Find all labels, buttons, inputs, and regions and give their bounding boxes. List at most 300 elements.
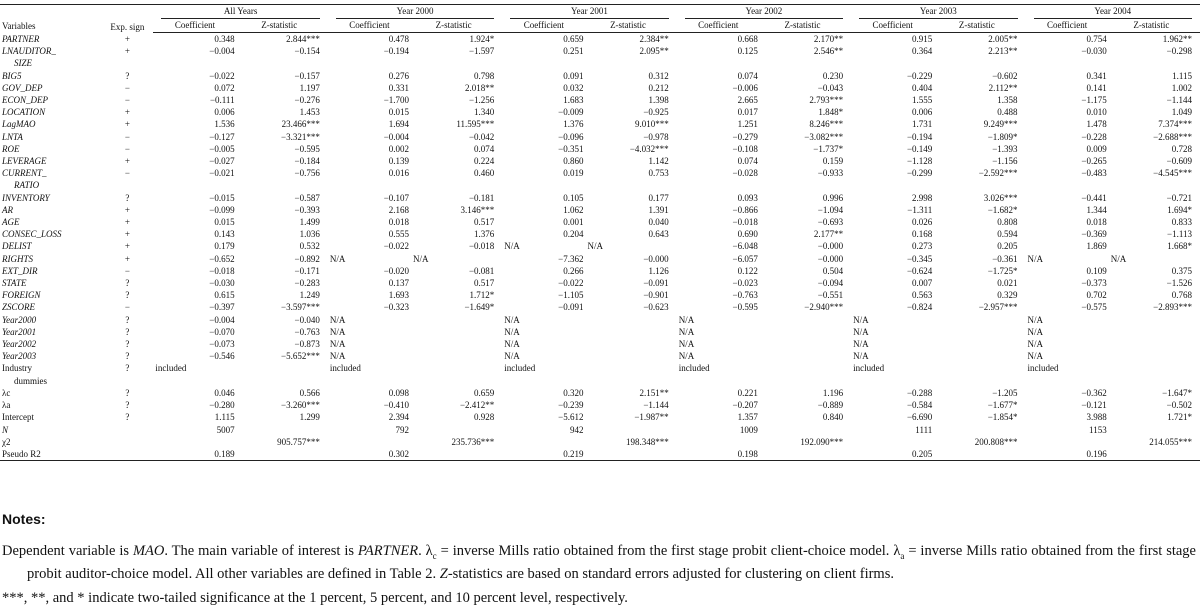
- z-statistic-cell: 1.376: [474, 229, 495, 240]
- row-variable: EXT_DIR: [2, 265, 38, 276]
- coefficient-cell: −0.280: [209, 400, 235, 411]
- coefficient-cell: included: [155, 363, 187, 374]
- z-statistic-cell: −0.081: [468, 265, 495, 276]
- coefficient-cell: 0.015: [214, 217, 235, 228]
- coefficient-cell: 3.988: [1086, 412, 1107, 423]
- table-row: [0, 216, 1200, 228]
- row-variable: PARTNER: [2, 33, 40, 44]
- header-coefficient: Coefficient: [153, 19, 236, 33]
- z-statistic-cell: −1.526: [1166, 278, 1192, 289]
- header-group: All Years: [153, 5, 327, 20]
- coefficient-cell: N/A: [678, 314, 695, 325]
- coefficient-cell: [851, 436, 934, 448]
- coefficient-cell: 0.754: [1086, 34, 1107, 44]
- table-row: [0, 228, 1200, 240]
- z-statistic-cell: 0.040: [648, 217, 669, 228]
- z-statistic-cell: [585, 375, 676, 387]
- coefficient-cell: −0.018: [209, 265, 235, 276]
- coefficient-cell: −0.022: [383, 241, 410, 252]
- row-variable: RATIO: [14, 180, 40, 191]
- coefficient-cell: −0.345: [906, 253, 933, 264]
- z-statistic-cell: 0.074: [474, 143, 495, 154]
- table-row: [0, 143, 1200, 155]
- z-statistic-cell: [934, 326, 1025, 338]
- header-z-statistic: Z-statistic: [585, 19, 676, 33]
- z-statistic-cell: 2.112**: [988, 82, 1018, 93]
- coefficient-cell: 0.276: [388, 70, 410, 81]
- coefficient-cell: included: [504, 363, 536, 374]
- z-statistic-cell: −0.042: [468, 131, 495, 142]
- z-statistic-cell: [760, 179, 851, 191]
- z-statistic-cell: 0.768: [1171, 290, 1192, 301]
- row-exp-sign: −: [124, 265, 130, 276]
- coefficient-cell: −5.612: [558, 412, 584, 423]
- coefficient-cell: [502, 375, 585, 387]
- coefficient-cell: N/A: [1027, 339, 1044, 350]
- header-exp-sign: Exp. sign: [101, 5, 153, 33]
- z-statistic-cell: −1.677*: [987, 400, 1018, 411]
- z-statistic-cell: −0.693: [817, 217, 844, 228]
- z-statistic-cell: 11.595***: [456, 119, 495, 130]
- z-statistic-cell: 192.090***: [800, 436, 844, 447]
- coefficient-cell: −0.207: [732, 400, 758, 411]
- coefficient-cell: 0.016: [388, 168, 410, 179]
- coefficient-cell: 0.478: [388, 34, 410, 44]
- z-statistic-cell: 8.246***: [809, 119, 844, 130]
- coefficient-cell: −0.652: [209, 253, 235, 264]
- coefficient-cell: −6.057: [732, 253, 758, 264]
- z-statistic-cell: 0.833: [1171, 217, 1192, 228]
- z-statistic-cell: −3.597***: [281, 302, 320, 313]
- z-statistic-cell: −1.597: [468, 46, 495, 57]
- coefficient-cell: −0.108: [732, 143, 758, 154]
- z-statistic-cell: −2.940***: [804, 302, 844, 313]
- coefficient-cell: [677, 57, 760, 69]
- coefficient-cell: 0.018: [1086, 217, 1107, 228]
- coefficient-cell: −0.866: [732, 204, 758, 215]
- z-statistic-cell: 9.249***: [983, 119, 1018, 130]
- row-exp-sign: −: [124, 82, 130, 93]
- table-row: [0, 204, 1200, 216]
- coefficient-cell: −0.624: [906, 265, 933, 276]
- z-statistic-cell: −0.901: [643, 290, 669, 301]
- z-statistic-cell: −1.393: [992, 143, 1018, 154]
- z-statistic-cell: −0.756: [294, 168, 320, 179]
- z-statistic-cell: 1.712*: [469, 290, 495, 301]
- coefficient-cell: 0.001: [563, 217, 584, 228]
- coefficient-cell: 0.690: [737, 229, 758, 240]
- coefficient-cell: N/A: [678, 339, 695, 350]
- coefficient-cell: 0.091: [563, 70, 584, 81]
- z-statistic-cell: 2.546**: [813, 46, 844, 57]
- coefficient-cell: 0.009: [1086, 143, 1107, 154]
- coefficient-cell: 1.115: [214, 412, 235, 423]
- table-row: [0, 131, 1200, 143]
- row-variable: AR: [2, 204, 13, 215]
- z-statistic-cell: −0.721: [1166, 192, 1192, 203]
- coefficient-cell: −0.015: [209, 192, 235, 203]
- z-statistic-cell: [934, 350, 1025, 362]
- coefficient-cell: 0.668: [737, 34, 758, 44]
- z-statistic-cell: 0.205: [997, 241, 1018, 252]
- table-row: [0, 301, 1200, 313]
- header-group: Year 2003: [851, 5, 1025, 20]
- z-statistic-cell: [934, 424, 1025, 436]
- row-variable: BIG5: [2, 70, 22, 81]
- coefficient-cell: −0.009: [558, 107, 584, 118]
- z-statistic-cell: [585, 362, 676, 374]
- coefficient-cell: 1.536: [214, 119, 235, 130]
- row-variable: Year2002: [2, 339, 37, 350]
- coefficient-cell: 0.179: [214, 241, 235, 252]
- coefficient-cell: 0.032: [563, 82, 584, 93]
- coefficient-cell: 1.344: [1086, 204, 1107, 215]
- coefficient-cell: 0.702: [1086, 290, 1107, 301]
- z-statistic-cell: 1.453: [299, 107, 320, 118]
- z-statistic-cell: −3.321***: [281, 131, 320, 142]
- row-variable: Year2001: [2, 326, 37, 337]
- z-statistic-cell: [237, 424, 328, 436]
- z-statistic-cell: [1109, 338, 1200, 350]
- z-statistic-cell: N/A: [587, 241, 603, 252]
- coefficient-cell: 942: [569, 424, 584, 435]
- z-statistic-cell: [585, 350, 676, 362]
- coefficient-cell: N/A: [1027, 351, 1044, 362]
- coefficient-cell: 0.204: [563, 229, 584, 240]
- row-exp-sign: −: [124, 143, 130, 154]
- coefficient-cell: 0.320: [563, 387, 584, 398]
- z-statistic-cell: 1.126: [648, 265, 669, 276]
- z-statistic-cell: 1.299: [299, 412, 320, 423]
- row-variable: Pseudo R2: [0, 448, 101, 461]
- row-variable: CURRENT_: [2, 168, 47, 179]
- coefficient-cell: −1.105: [558, 290, 584, 301]
- table-row: [0, 448, 1200, 461]
- coefficient-cell: −0.279: [732, 131, 758, 142]
- coefficient-cell: 0.046: [214, 387, 235, 398]
- z-statistic-cell: −1.647*: [1162, 387, 1192, 398]
- z-statistic-cell: [1109, 179, 1200, 191]
- coefficient-cell: N/A: [504, 314, 520, 325]
- table-row: [0, 289, 1200, 301]
- z-statistic-cell: 0.659: [474, 387, 495, 398]
- coefficient-cell: [328, 375, 411, 387]
- coefficient-cell: 0.348: [214, 34, 235, 44]
- coefficient-cell: included: [853, 363, 885, 374]
- z-statistic-cell: 0.728: [1171, 143, 1192, 154]
- row-variable: N: [2, 424, 9, 435]
- coefficient-cell: −0.023: [732, 278, 758, 289]
- z-statistic-cell: 0.566: [299, 387, 320, 398]
- coefficient-cell: 0.139: [388, 156, 410, 167]
- coefficient-cell: −0.021: [209, 168, 235, 179]
- coefficient-cell: [328, 179, 411, 191]
- coefficient-cell: [502, 57, 585, 69]
- regression-table: [0, 4, 1200, 461]
- coefficient-cell: −0.022: [209, 70, 235, 81]
- coefficient-cell: 2.665: [737, 95, 758, 106]
- z-statistic-cell: 214.055***: [1149, 436, 1192, 447]
- table-row: [0, 387, 1200, 399]
- coefficient-cell: 1153: [1089, 424, 1107, 435]
- coefficient-cell: 1.731: [912, 119, 933, 130]
- row-variable: GOV_DEP: [2, 82, 43, 93]
- row-exp-sign: ?: [125, 400, 130, 411]
- z-statistic-cell: 2.095**: [639, 46, 669, 57]
- coefficient-cell: 0.219: [502, 448, 585, 461]
- z-statistic-cell: 0.532: [299, 241, 320, 252]
- coefficient-cell: [851, 375, 934, 387]
- coefficient-cell: −0.070: [209, 326, 235, 337]
- table-row: [0, 106, 1200, 118]
- coefficient-cell: 0.168: [912, 229, 933, 240]
- z-statistic-cell: 0.460: [474, 168, 495, 179]
- row-exp-sign: −: [124, 131, 130, 142]
- z-statistic-cell: −2.412**: [459, 400, 495, 411]
- z-statistic-cell: −0.184: [294, 156, 320, 167]
- coefficient-cell: N/A: [329, 326, 346, 337]
- coefficient-cell: 0.141: [1086, 82, 1107, 93]
- z-statistic-cell: 3.146***: [460, 204, 495, 215]
- table-row: [0, 167, 1200, 179]
- z-statistic-cell: [411, 326, 502, 338]
- z-statistic-cell: −0.157: [294, 70, 320, 81]
- coefficient-cell: N/A: [853, 351, 869, 362]
- coefficient-cell: 0.860: [563, 156, 584, 167]
- table-row: [0, 338, 1200, 350]
- z-statistic-cell: 0.798: [474, 70, 495, 81]
- row-variable: ZSCORE: [2, 302, 36, 313]
- coefficient-cell: included: [678, 363, 710, 374]
- table-row: [0, 94, 1200, 106]
- row-exp-sign: ?: [125, 351, 130, 362]
- coefficient-cell: 1.693: [388, 290, 410, 301]
- z-statistic-cell: [237, 375, 328, 387]
- coefficient-cell: −0.004: [209, 314, 235, 325]
- coefficient-cell: 5007: [216, 424, 235, 435]
- row-exp-sign: +: [124, 217, 130, 228]
- coefficient-cell: N/A: [678, 326, 695, 337]
- z-statistic-cell: [760, 424, 851, 436]
- row-exp-sign: +: [124, 107, 130, 118]
- coefficient-cell: [153, 179, 236, 191]
- coefficient-cell: 0.302: [328, 448, 411, 461]
- row-variable: λa: [2, 400, 11, 411]
- table-row: [0, 82, 1200, 94]
- row-variable: SIZE: [14, 58, 32, 69]
- z-statistic-cell: −1.144: [643, 400, 669, 411]
- z-statistic-cell: 200.808***: [974, 436, 1018, 447]
- coefficient-cell: 0.125: [737, 46, 758, 57]
- z-statistic-cell: 1.249: [299, 290, 320, 301]
- coefficient-cell: −1.128: [906, 156, 933, 167]
- coefficient-cell: −1.700: [383, 95, 410, 106]
- coefficient-cell: 1.062: [563, 204, 584, 215]
- coefficient-cell: −0.107: [383, 192, 410, 203]
- z-statistic-cell: 1.142: [648, 156, 669, 167]
- z-statistic-cell: −0.171: [294, 265, 320, 276]
- z-statistic-cell: 905.757***: [277, 436, 320, 447]
- z-statistic-cell: 1.398: [648, 95, 669, 106]
- row-exp-sign: ?: [125, 290, 130, 301]
- z-statistic-cell: −1.854*: [987, 412, 1018, 423]
- z-statistic-cell: 23.466***: [281, 119, 320, 130]
- table-row: [0, 155, 1200, 167]
- z-statistic-cell: −0.595: [294, 143, 320, 154]
- row-exp-sign: +: [124, 253, 130, 264]
- coefficient-cell: 0.105: [563, 192, 584, 203]
- coefficient-cell: −0.004: [383, 131, 410, 142]
- table-row: [0, 314, 1200, 326]
- row-variable: DELIST: [2, 241, 32, 252]
- z-statistic-cell: 1.721*: [1167, 412, 1192, 423]
- z-statistic-cell: 2.151**: [639, 387, 669, 398]
- table-body: [0, 33, 1200, 461]
- z-statistic-cell: 0.329: [997, 290, 1018, 301]
- coefficient-cell: 0.137: [388, 278, 410, 289]
- z-statistic-cell: 0.928: [474, 412, 495, 423]
- z-statistic-cell: [934, 179, 1025, 191]
- row-exp-sign: +: [124, 46, 130, 57]
- coefficient-cell: −0.575: [1081, 302, 1107, 313]
- z-statistic-cell: 2.018**: [465, 82, 495, 93]
- table-notes: [2, 510, 1196, 607]
- row-exp-sign: ?: [125, 192, 130, 203]
- coefficient-cell: N/A: [504, 351, 520, 362]
- z-statistic-cell: 0.517: [474, 217, 495, 228]
- coefficient-cell: −0.030: [1081, 46, 1107, 57]
- z-statistic-cell: 0.594: [997, 229, 1018, 240]
- z-statistic-cell: −0.094: [817, 278, 844, 289]
- z-statistic-cell: [1109, 326, 1200, 338]
- coefficient-cell: −0.121: [1081, 400, 1107, 411]
- table-row: [0, 192, 1200, 204]
- row-exp-sign: [101, 179, 153, 191]
- coefficient-cell: 0.006: [912, 107, 933, 118]
- coefficient-cell: [328, 436, 411, 448]
- coefficient-cell: −0.028: [732, 168, 758, 179]
- coefficient-cell: −0.018: [732, 217, 758, 228]
- coefficient-cell: −0.410: [383, 400, 410, 411]
- coefficient-cell: −6.048: [732, 241, 758, 252]
- z-statistic-cell: [934, 338, 1025, 350]
- z-statistic-cell: −0.000: [817, 241, 844, 252]
- z-statistic-cell: 1.196: [822, 387, 844, 398]
- z-statistic-cell: 0.177: [648, 192, 669, 203]
- header-group: Year 2002: [677, 5, 851, 20]
- z-statistic-cell: −3.082***: [804, 131, 844, 142]
- row-exp-sign: [101, 424, 153, 436]
- coefficient-cell: 0.198: [677, 448, 760, 461]
- z-statistic-cell: 0.504: [822, 265, 844, 276]
- z-statistic-cell: 1.848*: [818, 107, 844, 118]
- coefficient-cell: N/A: [504, 339, 520, 350]
- z-statistic-cell: 1.391: [648, 204, 669, 215]
- header-variables: Variables: [0, 5, 101, 33]
- coefficient-cell: 0.205: [851, 448, 934, 461]
- coefficient-cell: −0.763: [732, 290, 758, 301]
- coefficient-cell: 0.143: [214, 229, 235, 240]
- coefficient-cell: 0.122: [737, 265, 758, 276]
- z-statistic-cell: −1.649*: [464, 302, 495, 313]
- coefficient-cell: 0.072: [214, 82, 235, 93]
- z-statistic-cell: −1.987**: [634, 412, 669, 423]
- coefficient-cell: −0.004: [209, 46, 235, 57]
- coefficient-cell: included: [329, 363, 361, 374]
- z-statistic-cell: −1.725*: [987, 265, 1018, 276]
- z-statistic-cell: −0.000: [817, 253, 844, 264]
- coefficient-cell: −0.149: [906, 143, 933, 154]
- z-statistic-cell: −2.592***: [978, 168, 1018, 179]
- coefficient-cell: [677, 436, 760, 448]
- z-statistic-cell: −1.809*: [987, 131, 1018, 142]
- row-exp-sign: −: [124, 168, 130, 179]
- row-exp-sign: ?: [125, 278, 130, 289]
- table-row: [0, 240, 1200, 252]
- row-variable: χ2: [2, 436, 11, 447]
- z-statistic-cell: [934, 57, 1025, 69]
- coefficient-cell: −0.194: [383, 46, 410, 57]
- coefficient-cell: 2.998: [912, 192, 933, 203]
- coefficient-cell: 0.018: [388, 217, 410, 228]
- z-statistic-cell: [411, 57, 502, 69]
- coefficient-cell: 1111: [915, 424, 933, 435]
- z-statistic-cell: −0.933: [817, 168, 844, 179]
- row-exp-sign: ?: [125, 387, 130, 398]
- coefficient-cell: −0.022: [558, 278, 584, 289]
- row-exp-sign: +: [124, 241, 130, 252]
- z-statistic-cell: −0.602: [992, 70, 1018, 81]
- z-statistic-cell: 1.668*: [1167, 241, 1192, 252]
- coefficient-cell: −7.362: [558, 253, 584, 264]
- coefficient-cell: 0.098: [388, 387, 410, 398]
- z-statistic-cell: 1.049: [1171, 107, 1192, 118]
- z-statistic-cell: [1109, 350, 1200, 362]
- subheader-row: [0, 19, 1200, 33]
- coefficient-cell: 0.915: [912, 34, 933, 44]
- table-row: [0, 70, 1200, 82]
- z-statistic-cell: 1.197: [299, 82, 320, 93]
- coefficient-cell: N/A: [853, 339, 869, 350]
- z-statistic-cell: −0.000: [643, 253, 669, 264]
- coefficient-cell: 1009: [739, 424, 758, 435]
- z-statistic-cell: [411, 179, 502, 191]
- coefficient-cell: −0.546: [209, 351, 235, 362]
- row-exp-sign: −: [124, 302, 130, 313]
- z-statistic-cell: −4.545***: [1153, 168, 1192, 179]
- table-row: [0, 253, 1200, 265]
- z-statistic-cell: 2.170**: [813, 34, 844, 44]
- header-group: Year 2004: [1026, 5, 1200, 20]
- coefficient-cell: [502, 179, 585, 191]
- coefficient-cell: N/A: [853, 326, 869, 337]
- coefficient-cell: [851, 179, 934, 191]
- row-variable: FOREIGN: [2, 290, 41, 301]
- row-variable: INVENTORY: [2, 192, 50, 203]
- header-z-statistic: Z-statistic: [934, 19, 1025, 33]
- row-variable: AGE: [2, 217, 20, 228]
- coefficient-cell: [153, 436, 236, 448]
- coefficient-cell: −0.239: [558, 400, 584, 411]
- coefficient-cell: −0.323: [383, 302, 410, 313]
- z-statistic-cell: [585, 314, 676, 326]
- coefficient-cell: N/A: [1027, 326, 1044, 337]
- coefficient-cell: −0.824: [906, 302, 933, 313]
- coefficient-cell: −0.096: [558, 131, 584, 142]
- coefficient-cell: included: [1027, 363, 1059, 374]
- z-statistic-cell: 9.010***: [634, 119, 669, 130]
- table-row: [0, 424, 1200, 436]
